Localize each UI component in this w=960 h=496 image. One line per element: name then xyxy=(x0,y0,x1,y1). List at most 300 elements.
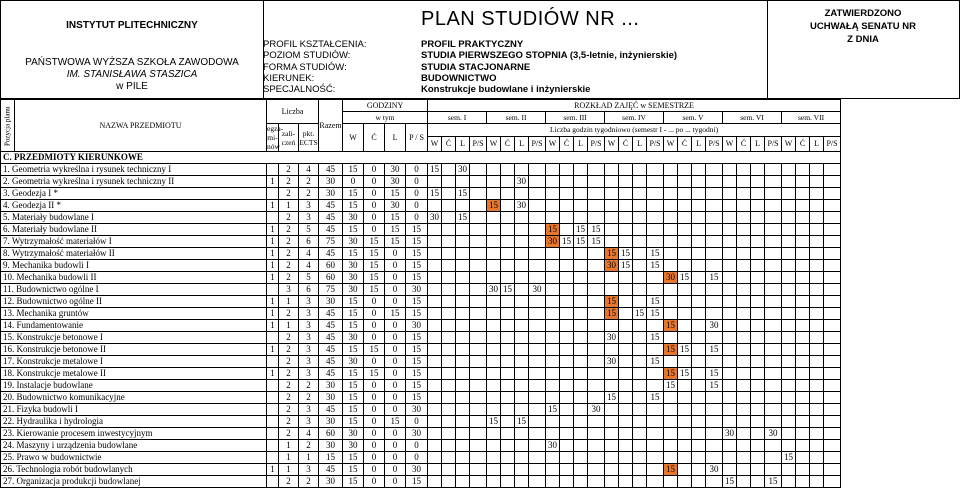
semester-hours-cell xyxy=(428,380,442,392)
approval-block xyxy=(767,7,959,46)
semester-hours-cell: 15 xyxy=(456,212,470,224)
semester-hours-cell xyxy=(546,452,560,464)
semester-hours-cell xyxy=(456,356,470,368)
semester-hours-cell xyxy=(470,260,487,272)
semester-hours-cell xyxy=(515,344,529,356)
semester-hours-cell xyxy=(442,476,456,488)
semester-hours-cell xyxy=(588,476,605,488)
semester-hours-cell xyxy=(692,452,706,464)
exams-cell xyxy=(267,284,279,296)
subject-row xyxy=(1,464,841,476)
semester-hours-cell xyxy=(560,212,574,224)
semester-hours-cell xyxy=(501,248,515,260)
semester-hours-cell xyxy=(765,296,782,308)
semester-hours-cell xyxy=(737,188,751,200)
semester-hours-cell xyxy=(737,380,751,392)
semester-hours-cell: 30 xyxy=(605,356,619,368)
subject-name: 6. Materiały budowlane II xyxy=(1,224,267,236)
subject-name: 23. Kierowanie procesem inwestycyjnym xyxy=(1,428,267,440)
semester-hours-cell xyxy=(605,428,619,440)
semester-hours-cell xyxy=(765,368,782,380)
credits-cell: 2 xyxy=(279,392,299,404)
semester-hours-cell xyxy=(824,380,841,392)
university-line: w PILE xyxy=(116,81,148,92)
subject-row xyxy=(1,248,841,260)
exams-cell xyxy=(267,416,279,428)
ects-cell: 4 xyxy=(299,260,319,272)
exercise-hours-cell: 0 xyxy=(364,164,385,176)
field-label: POZIOM STUDIÓW: xyxy=(263,50,351,62)
semester-hours-cell xyxy=(751,260,765,272)
semester-hours-cell xyxy=(810,452,824,464)
semester-hours-cell xyxy=(487,404,501,416)
approval-line: ZATWIERDZONO xyxy=(824,8,902,19)
semester-hours-cell xyxy=(428,392,442,404)
semester-hours-cell xyxy=(751,320,765,332)
semester-hours-cell xyxy=(706,404,723,416)
semester-hours-cell xyxy=(765,236,782,248)
lab-hours-cell: 0 xyxy=(385,392,406,404)
semester-hours-cell xyxy=(546,308,560,320)
semester-hours-cell xyxy=(810,392,824,404)
semester-hours-cell xyxy=(529,188,546,200)
semester-hours-cell xyxy=(737,284,751,296)
project-hours-cell: 0 xyxy=(406,440,428,452)
semester-hours-cell xyxy=(529,308,546,320)
semester-hours-cell xyxy=(456,236,470,248)
semester-hours-cell xyxy=(470,392,487,404)
semester-hours-cell xyxy=(560,272,574,284)
project-hours-cell: 15 xyxy=(406,224,428,236)
semester-hours-cell xyxy=(824,404,841,416)
exercise-hours-cell: 0 xyxy=(364,332,385,344)
exercise-hours-cell: 0 xyxy=(364,200,385,212)
semester-hours-cell xyxy=(824,260,841,272)
semester-hours-cell xyxy=(442,188,456,200)
semester-hours-cell xyxy=(751,284,765,296)
ects-cell: 4 xyxy=(299,248,319,260)
semester-hours-cell xyxy=(560,404,574,416)
lab-hours-cell: 0 xyxy=(385,320,406,332)
subject-row xyxy=(1,428,841,440)
semester-hours-cell xyxy=(737,164,751,176)
semester-hours-cell xyxy=(647,344,664,356)
semester-hours-cell xyxy=(470,284,487,296)
semester-hours-cell: 30 xyxy=(546,236,560,248)
semester-hours-cell xyxy=(501,308,515,320)
semester-hours-cell: 15 xyxy=(588,224,605,236)
semester-hours-cell xyxy=(456,368,470,380)
subject-row xyxy=(1,416,841,428)
semester-hours-cell xyxy=(664,308,678,320)
semester-hours-cell xyxy=(647,380,664,392)
semester-hours-cell xyxy=(588,392,605,404)
semester-hours-cell xyxy=(796,188,810,200)
semester-hours-cell xyxy=(810,380,824,392)
semester-hours-cell xyxy=(782,320,796,332)
semester-hours-cell xyxy=(706,284,723,296)
semester-hours-cell xyxy=(737,296,751,308)
semester-hours-cell xyxy=(824,212,841,224)
subject-name: 20. Budownictwo komunikacyjne xyxy=(1,392,267,404)
semester-hours-cell xyxy=(751,332,765,344)
sem-subcol-header: P/S xyxy=(706,136,723,151)
exams-cell: 1 xyxy=(267,308,279,320)
ects-cell: 3 xyxy=(299,200,319,212)
semester-hours-cell xyxy=(487,356,501,368)
semester-hours-cell xyxy=(824,452,841,464)
semester-hours-cell xyxy=(664,260,678,272)
of-which-header: w tym xyxy=(343,112,428,124)
subject-name: 24. Maszyny i urządzenia budowlane xyxy=(1,440,267,452)
semester-hours-cell xyxy=(824,356,841,368)
subject-name: 7. Wytrzymałość materiałów I xyxy=(1,236,267,248)
semester-hours-cell xyxy=(678,428,692,440)
semester-hours-cell xyxy=(782,248,796,260)
semester-hours-cell xyxy=(765,344,782,356)
lecture-hours-cell: 30 xyxy=(343,428,364,440)
project-hours-cell: 0 xyxy=(406,200,428,212)
semester-hours-cell xyxy=(487,392,501,404)
semester-hours-cell xyxy=(560,428,574,440)
semester-hours-cell xyxy=(782,440,796,452)
project-hours-cell: 15 xyxy=(406,248,428,260)
exercise-hours-cell: 15 xyxy=(364,260,385,272)
semester-hours-cell xyxy=(529,164,546,176)
university-name xyxy=(1,57,263,93)
semester-hours-cell xyxy=(560,416,574,428)
semester-hours-cell xyxy=(515,284,529,296)
lecture-hours-cell: 30 xyxy=(343,356,364,368)
semester-hours-cell xyxy=(501,272,515,284)
semester-hours-cell xyxy=(678,392,692,404)
semester-hours-cell xyxy=(824,272,841,284)
semester-hours-cell xyxy=(588,212,605,224)
semester-hours-cell xyxy=(588,248,605,260)
semester-hours-cell xyxy=(647,320,664,332)
semester-hours-cell: 15 xyxy=(664,344,678,356)
exercise-hours-cell: 0 xyxy=(364,212,385,224)
total-hours-cell: 45 xyxy=(319,464,343,476)
semester-hours-cell xyxy=(723,188,737,200)
exercise-hours-cell: 0 xyxy=(364,176,385,188)
semester-hours-cell xyxy=(678,332,692,344)
semester-hours-cell xyxy=(605,200,619,212)
credits-cell: 2 xyxy=(279,260,299,272)
semester-hours-cell xyxy=(647,428,664,440)
semester-hours-cell: 15 xyxy=(706,368,723,380)
exams-cell: 1 xyxy=(267,272,279,284)
semester-hours-cell xyxy=(515,260,529,272)
semester-hours-cell xyxy=(442,332,456,344)
lecture-hours-cell: 15 xyxy=(343,452,364,464)
semester-hours-cell xyxy=(588,200,605,212)
semester-hours-cell xyxy=(619,164,633,176)
semester-hours-cell xyxy=(810,332,824,344)
semester-hours-cell: 15 xyxy=(574,236,588,248)
semester-hours-cell xyxy=(723,452,737,464)
lab-hours-cell: 0 xyxy=(385,452,406,464)
semester-hours-cell xyxy=(810,368,824,380)
semester-hours-cell xyxy=(810,308,824,320)
semester-hours-cell xyxy=(633,320,647,332)
semester-hours-cell xyxy=(456,464,470,476)
semester-hours-cell xyxy=(560,476,574,488)
semester-hours-cell xyxy=(515,464,529,476)
semester-hours-cell: 15 xyxy=(664,380,678,392)
semester-hours-cell xyxy=(529,200,546,212)
semester-hours-cell xyxy=(664,440,678,452)
semester-hours-cell xyxy=(751,356,765,368)
semester-hours-cell xyxy=(574,344,588,356)
credits-cell: 2 xyxy=(279,356,299,368)
semester-hours-cell xyxy=(664,404,678,416)
semester-hours-cell xyxy=(546,380,560,392)
semester-hours-cell xyxy=(782,308,796,320)
lecture-hours-cell: 15 xyxy=(343,368,364,380)
semester-hours-cell xyxy=(737,452,751,464)
semester-hours-cell xyxy=(456,428,470,440)
semester-hours-cell xyxy=(501,428,515,440)
total-hours-cell: 75 xyxy=(319,284,343,296)
semester-hours-cell xyxy=(588,296,605,308)
semester-hours-cell xyxy=(470,476,487,488)
semester-hours-cell xyxy=(574,380,588,392)
semester-hours-cell xyxy=(647,236,664,248)
semester-hours-cell xyxy=(737,416,751,428)
semester-hours-cell xyxy=(487,260,501,272)
semester-hours-cell xyxy=(470,188,487,200)
semester-hours-cell xyxy=(633,404,647,416)
semester-hours-cell xyxy=(442,176,456,188)
semester-hours-cell xyxy=(782,392,796,404)
semester-hours-cell xyxy=(647,188,664,200)
semester-hours-cell xyxy=(428,464,442,476)
semester-hours-cell xyxy=(456,380,470,392)
semester-hours-cell xyxy=(782,296,796,308)
semester-hours-cell xyxy=(692,440,706,452)
semester-hours-cell xyxy=(619,284,633,296)
semester-hours-cell xyxy=(546,188,560,200)
lab-hours-cell: 0 xyxy=(385,356,406,368)
semester-hours-cell xyxy=(574,320,588,332)
total-hours-cell: 45 xyxy=(319,224,343,236)
semester-hours-cell xyxy=(723,308,737,320)
lab-hours-cell: 30 xyxy=(385,176,406,188)
ects-cell: 6 xyxy=(299,284,319,296)
exams-cell: 1 xyxy=(267,344,279,356)
approval-line: UCHWAŁĄ SENATU NR xyxy=(810,21,916,32)
semester-hours-cell xyxy=(751,176,765,188)
semester-hours-cell xyxy=(678,416,692,428)
semester-hours-cell xyxy=(692,308,706,320)
semester-hours-cell xyxy=(619,392,633,404)
semester-hours-cell xyxy=(619,212,633,224)
semester-hours-cell: 15 xyxy=(456,188,470,200)
total-hours-cell: 45 xyxy=(319,368,343,380)
semester-hours-cell xyxy=(751,380,765,392)
semester-hours-cell xyxy=(751,248,765,260)
semester-hours-cell xyxy=(664,176,678,188)
semester-hours-cell xyxy=(574,356,588,368)
semester-hours-cell xyxy=(810,248,824,260)
semester-hours-cell: 15 xyxy=(605,296,619,308)
semester-hours-cell xyxy=(574,440,588,452)
subject-row xyxy=(1,272,841,284)
lecture-hours-cell: 15 xyxy=(343,320,364,332)
semester-hours-cell xyxy=(501,236,515,248)
sem-subcol-header: P/S xyxy=(470,136,487,151)
semester-hours-cell xyxy=(692,320,706,332)
semester-hours-cell xyxy=(692,176,706,188)
semester-hours-cell xyxy=(501,296,515,308)
semester-hours-cell xyxy=(619,464,633,476)
subject-row xyxy=(1,356,841,368)
semester-hours-cell: 15 xyxy=(706,272,723,284)
semester-hours-cell xyxy=(515,308,529,320)
semester-hours-cell xyxy=(737,332,751,344)
semester-hours-cell: 30 xyxy=(487,284,501,296)
semester-hours-cell xyxy=(647,176,664,188)
semester-hours-cell xyxy=(664,284,678,296)
semester-hours-cell xyxy=(737,440,751,452)
semester-hours-cell xyxy=(442,380,456,392)
semester-hours-cell xyxy=(765,308,782,320)
semester-hours-cell xyxy=(633,476,647,488)
sem-subcol-header: P/S xyxy=(824,136,841,151)
semester-hours-cell xyxy=(692,224,706,236)
semester-hours-cell xyxy=(824,236,841,248)
lab-hours-cell: 0 xyxy=(385,332,406,344)
semester-hours-cell: 15 xyxy=(619,248,633,260)
semester-hours-cell xyxy=(560,296,574,308)
lecture-hours-cell: 30 xyxy=(343,236,364,248)
semester-hours-cell xyxy=(723,212,737,224)
semester-hours-cell xyxy=(574,416,588,428)
semester-hours-cell xyxy=(442,236,456,248)
semester-hours-cell xyxy=(765,392,782,404)
semester-hours-cell xyxy=(442,440,456,452)
semester-hours-cell xyxy=(588,452,605,464)
semester-hours-cell xyxy=(588,344,605,356)
semester-hours-cell xyxy=(633,176,647,188)
semester-hours-cell xyxy=(588,332,605,344)
exams-cell xyxy=(267,440,279,452)
semester-hours-cell: 15 xyxy=(678,344,692,356)
semester-hours-cell xyxy=(765,188,782,200)
semester-hours-cell xyxy=(428,200,442,212)
semester-hours-cell xyxy=(442,344,456,356)
project-hours-cell: 15 xyxy=(406,308,428,320)
section-row xyxy=(1,152,841,164)
project-hours-cell: 30 xyxy=(406,320,428,332)
semester-hours-cell xyxy=(737,176,751,188)
lecture-hours-cell: 15 xyxy=(343,308,364,320)
semester-hours-cell xyxy=(560,392,574,404)
sem-subcol-header: Ć xyxy=(501,136,515,151)
semester-hours-cell xyxy=(456,332,470,344)
semester-hours-cell xyxy=(619,452,633,464)
total-hours-cell: 30 xyxy=(319,392,343,404)
semester-hours-cell xyxy=(470,212,487,224)
semester-hours-cell: 15 xyxy=(605,248,619,260)
semester-hours-cell xyxy=(487,320,501,332)
exercise-hours-cell: 0 xyxy=(364,476,385,488)
semester-hours-cell xyxy=(678,236,692,248)
semester-hours-cell xyxy=(678,212,692,224)
semester-hours-cell xyxy=(824,320,841,332)
semester-hours-cell xyxy=(824,464,841,476)
semester-hours-cell xyxy=(737,260,751,272)
subject-name: 1. Geometria wykreślna i rysunek techniczny I xyxy=(1,164,267,176)
exams-cell: 1 xyxy=(267,224,279,236)
sem-subcol-header: P/S xyxy=(588,136,605,151)
semester-hours-cell xyxy=(810,164,824,176)
semester-hours-cell xyxy=(588,164,605,176)
semester-hours-cell xyxy=(574,200,588,212)
semester-hours-cell xyxy=(765,356,782,368)
semester-hours-cell xyxy=(546,476,560,488)
semester-hours-cell xyxy=(546,200,560,212)
ps-header: P / S xyxy=(406,124,428,152)
semester-hours-cell xyxy=(529,212,546,224)
semester-hours-cell xyxy=(501,320,515,332)
semester-hours-cell xyxy=(810,404,824,416)
exercise-hours-cell: 15 xyxy=(364,368,385,380)
semester-hours-cell xyxy=(796,428,810,440)
semester-hours-cell xyxy=(810,356,824,368)
semester-hours-cell xyxy=(529,224,546,236)
total-hours-cell: 75 xyxy=(319,236,343,248)
semester-hours-cell xyxy=(796,452,810,464)
semester-hours-cell xyxy=(765,320,782,332)
sem-subcol-header: L xyxy=(515,136,529,151)
semester-hours-cell xyxy=(647,200,664,212)
semester-hours-cell xyxy=(810,212,824,224)
semester-hours-cell xyxy=(678,176,692,188)
semester-hours-cell xyxy=(546,356,560,368)
semester-hours-cell xyxy=(796,464,810,476)
exams-cell xyxy=(267,452,279,464)
semester-hours-cell xyxy=(692,428,706,440)
semester-hours-cell xyxy=(706,392,723,404)
semester-hours-cell xyxy=(487,344,501,356)
semester-hours-cell xyxy=(560,356,574,368)
semester-hours-cell xyxy=(619,308,633,320)
lab-hours-cell: 15 xyxy=(385,224,406,236)
ects-header: pkt. ECTS xyxy=(299,124,319,152)
semester-hours-cell xyxy=(619,368,633,380)
university-line: PAŃSTWOWA WYŻSZA SZKOŁA ZAWODOWA xyxy=(25,57,239,68)
semester-hours-cell xyxy=(588,260,605,272)
approval-line: Z DNIA xyxy=(847,34,879,45)
semester-hours-cell xyxy=(633,380,647,392)
subject-row xyxy=(1,200,841,212)
semester-hours-cell xyxy=(574,272,588,284)
semester-hours-cell xyxy=(574,476,588,488)
semester-hours-cell xyxy=(633,248,647,260)
semester-hours-cell xyxy=(605,368,619,380)
sem-subcol-header: P/S xyxy=(765,136,782,151)
semester-hours-cell xyxy=(501,392,515,404)
semester-hours-cell xyxy=(456,344,470,356)
semester-hours-cell: 30 xyxy=(515,176,529,188)
semester-hours-cell xyxy=(737,428,751,440)
ects-cell: 2 xyxy=(299,476,319,488)
exercise-hours-cell: 15 xyxy=(364,248,385,260)
hours-header: GODZINY xyxy=(343,100,428,112)
semester-hours-cell: 30 xyxy=(428,212,442,224)
